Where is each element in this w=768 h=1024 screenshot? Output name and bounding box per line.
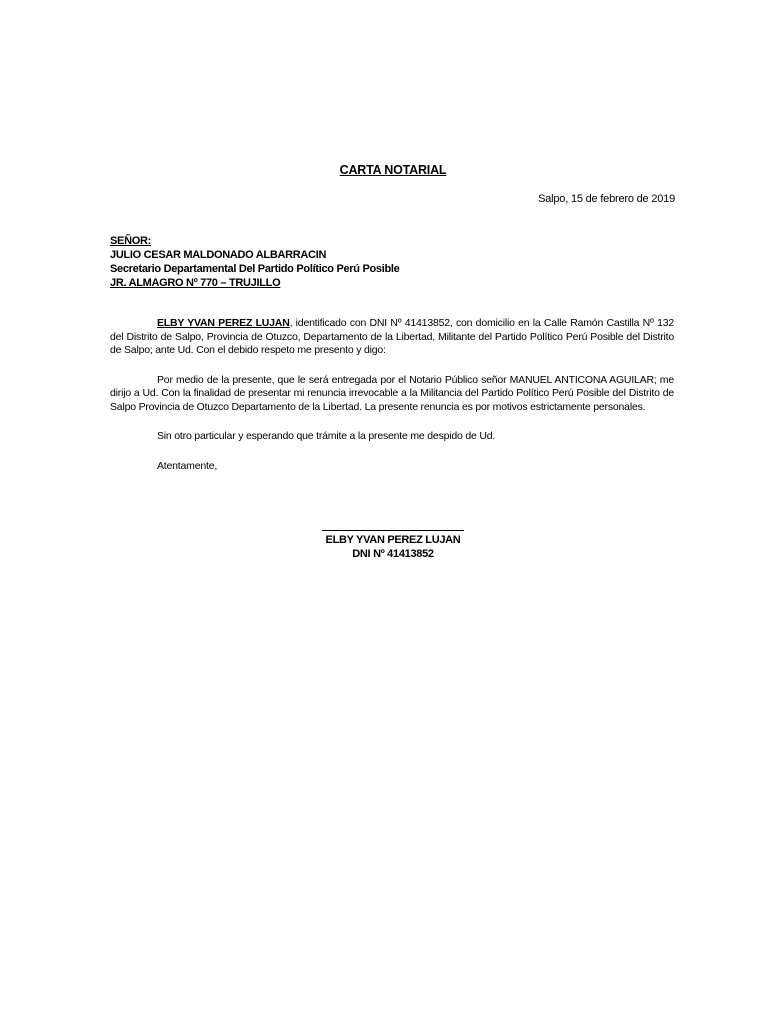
addressee-name: JULIO CESAR MALDONADO ALBARRACIN — [110, 249, 327, 261]
signature-line — [322, 530, 464, 531]
paragraph-introduction — [110, 317, 674, 358]
document-title: CARTA NOTARIAL — [339, 163, 447, 177]
signature-dni: DNI Nº 41413852 — [352, 548, 434, 560]
closing-line: Atentamente, — [157, 459, 218, 472]
date-line: Salpo, 15 de febrero de 2019 — [538, 193, 675, 205]
paragraph-resignation: Por medio de la presente, que le será entregada por el Notario Público señor MANUEL ANTICONA AGUILAR; me dirijo a Ud. Con la finalidad de presentar mi renuncia irrevocable a la Militancia del Partido Político Perú Posible del Distrito de Salpo Provincia de Otuzco Departamento de la Libertad. La presente renuncia es por motivos estrictamente personales. — [110, 373, 674, 413]
letter-body — [110, 317, 674, 473]
signature-block — [0, 530, 768, 561]
paragraph-introduction-text: , identificado con DNI Nº 41413852, con domicilio en la Calle Ramón Castilla Nº 132 del Distrito de Salpo, Provincia de Otuzco, Departamento de la Libertad, Militante del Partido Político Perú Posible del Distrito de Salpo; ante Ud. Con el debido respeto me presento y digo: — [110, 317, 674, 356]
addressee-block — [110, 234, 399, 290]
signature-name: ELBY YVAN PEREZ LUJAN — [325, 534, 461, 546]
addressee-position: Secretario Departamental Del Partido Político Perú Posible — [110, 263, 400, 275]
addressee-address: JR. ALMAGRO Nº 770 – TRUJILLO — [110, 277, 281, 289]
addressee-salutation: SEÑOR: — [110, 235, 151, 247]
sender-name: ELBY YVAN PEREZ LUJAN — [157, 317, 290, 329]
paragraph-farewell: Sin otro particular y esperando que trámite a la presente me despido de Ud. — [157, 430, 496, 442]
